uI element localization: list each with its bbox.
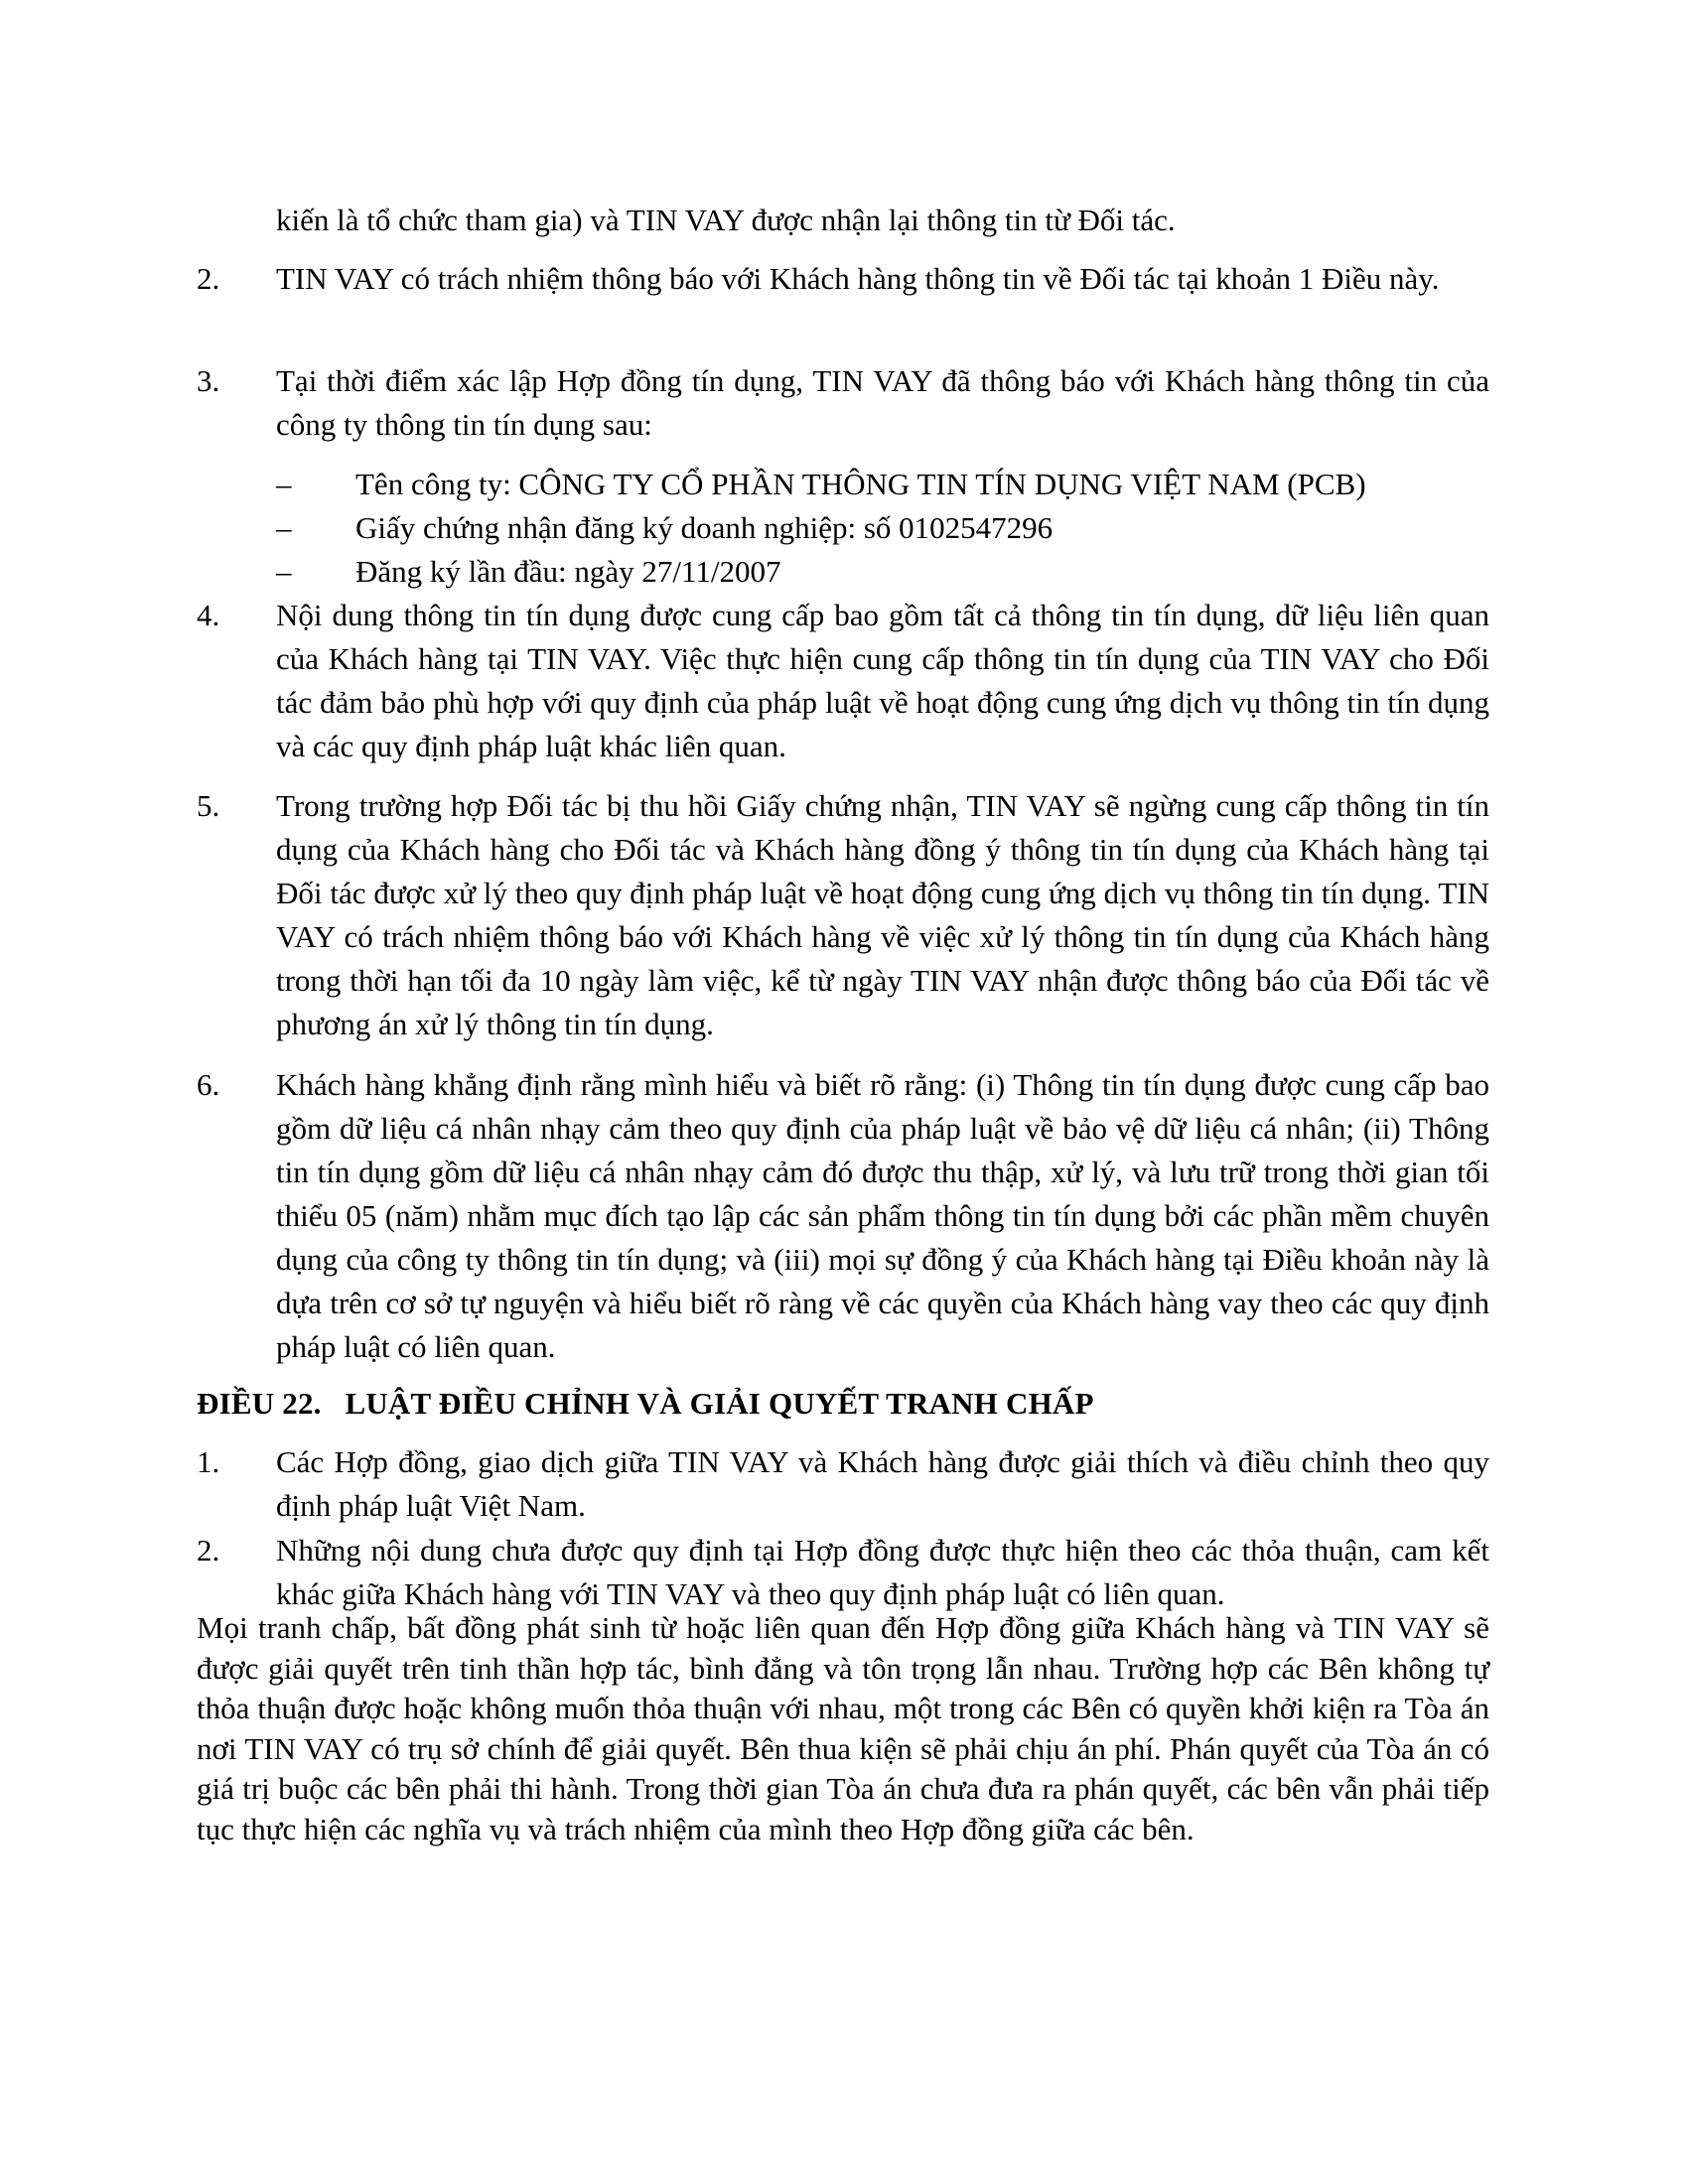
item-number: 3. [197, 363, 220, 398]
list-dash: – [276, 510, 292, 545]
item-text: Tại thời điểm xác lập Hợp đồng tín dụng, TIN VAY đã thông báo với Khách hàng thông tin của công ty thông tin tín dụng sau: [276, 363, 1489, 442]
item-text: Khách hàng khẳng định rằng mình hiểu và biết rõ rằng: (i) Thông tin tín dụng được cung cấp bao gồm dữ liệu cá nhân nhạy cảm theo quy định của pháp luật về bảo vệ dữ liệu cá nhân; (ii) Thông tin tín dụng gồm dữ liệu cá nhân nhạy cảm đó được thu thập, xử lý, và lưu trữ trong thời gian tối thiểu 05 (năm) nhằm mục đích tạo lập các sản phẩm thông tin tín dụng bởi các phần mềm chuyên dụng của công ty thông tin tín dụng; và (iii) mọi sự đồng ý của Khách hàng tại Điều khoản này là dựa trên cơ sở tự nguyện và hiểu biết rõ ràng về các quyền của Khách hàng vay theo các quy định pháp luật có liên quan. [276, 1067, 1489, 1364]
item-text: TIN VAY có trách nhiệm thông báo với Khách hàng thông tin về Đối tác tại khoản 1 Điều này. [276, 261, 1440, 296]
list-dash: – [276, 554, 292, 589]
article-heading: ĐIỀU 22. LUẬT ĐIỀU CHỈNH VÀ GIẢI QUYẾT TRANH CHẤP [197, 1386, 1094, 1421]
item-text: Những nội dung chưa được quy định tại Hợp đồng được thực hiện theo các thỏa thuận, cam kết khác giữa Khách hàng với TIN VAY và theo quy định pháp luật có liên quan. [276, 1533, 1489, 1611]
item-number: 6. [197, 1067, 220, 1102]
item-number: 2. [197, 261, 220, 296]
company-registered: Đăng ký lần đầu: ngày 27/11/2007 [355, 554, 781, 589]
item-1-continuation: kiến là tổ chức tham gia) và TIN VAY được nhận lại thông tin từ Đối tác. [276, 203, 1176, 237]
closing-paragraph: Mọi tranh chấp, bất đồng phát sinh từ hoặc liên quan đến Hợp đồng giữa Khách hàng và TIN VAY sẽ được giải quyết trên tinh thần hợp tác, bình đẳng và tôn trọng lẫn nhau. Trường hợp các Bên không tự thỏa thuận được hoặc không muốn thỏa thuận với nhau, một trong các Bên có quyền khởi kiện ra Tòa án nơi TIN VAY có trụ sở chính để giải quyết. Bên thua kiện sẽ phải chịu án phí. Phán quyết của Tòa án có giá trị buộc các bên phải thi hành. Trong thời gian Tòa án chưa đưa ra phán quyết, các bên vẫn phải tiếp tục thực hiện các nghĩa vụ và trách nhiệm của mình theo Hợp đồng giữa các bên. [197, 1610, 1489, 1846]
list-dash: – [276, 467, 292, 501]
company-name: Tên công ty: CÔNG TY CỔ PHẦN THÔNG TIN TÍN DỤNG VIỆT NAM (PCB) [355, 467, 1366, 501]
item-number: 5. [197, 788, 220, 823]
company-license: Giấy chứng nhận đăng ký doanh nghiệp: số 0102547296 [355, 510, 1054, 545]
item-text: Nội dung thông tin tín dụng được cung cấp bao gồm tất cả thông tin tín dụng, dữ liệu liên quan của Khách hàng tại TIN VAY. Việc thực hiện cung cấp thông tin tín dụng của TIN VAY cho Đối tác đảm bảo phù hợp với quy định của pháp luật về hoạt động cung ứng dịch vụ thông tin tín dụng và các quy định pháp luật khác liên quan. [276, 598, 1489, 763]
item-text: Trong trường hợp Đối tác bị thu hồi Giấy chứng nhận, TIN VAY sẽ ngừng cung cấp thông tin tín dụng của Khách hàng cho Đối tác và Khách hàng đồng ý thông tin tín dụng của Khách hàng tại Đối tác được xử lý theo quy định pháp luật về hoạt động cung ứng dịch vụ thông tin tín dụng. TIN VAY có trách nhiệm thông báo với Khách hàng về việc xử lý thông tin tín dụng của Khách hàng trong thời hạn tối đa 10 ngày làm việc, kể từ ngày TIN VAY nhận được thông báo của Đối tác về phương án xử lý thông tin tín dụng. [276, 788, 1489, 1041]
item-number: 4. [197, 598, 220, 632]
item-text: Các Hợp đồng, giao dịch giữa TIN VAY và Khách hàng được giải thích và điều chỉnh theo quy định pháp luật Việt Nam. [276, 1444, 1489, 1523]
item-number: 1. [197, 1444, 220, 1479]
item-number: 2. [197, 1533, 220, 1568]
